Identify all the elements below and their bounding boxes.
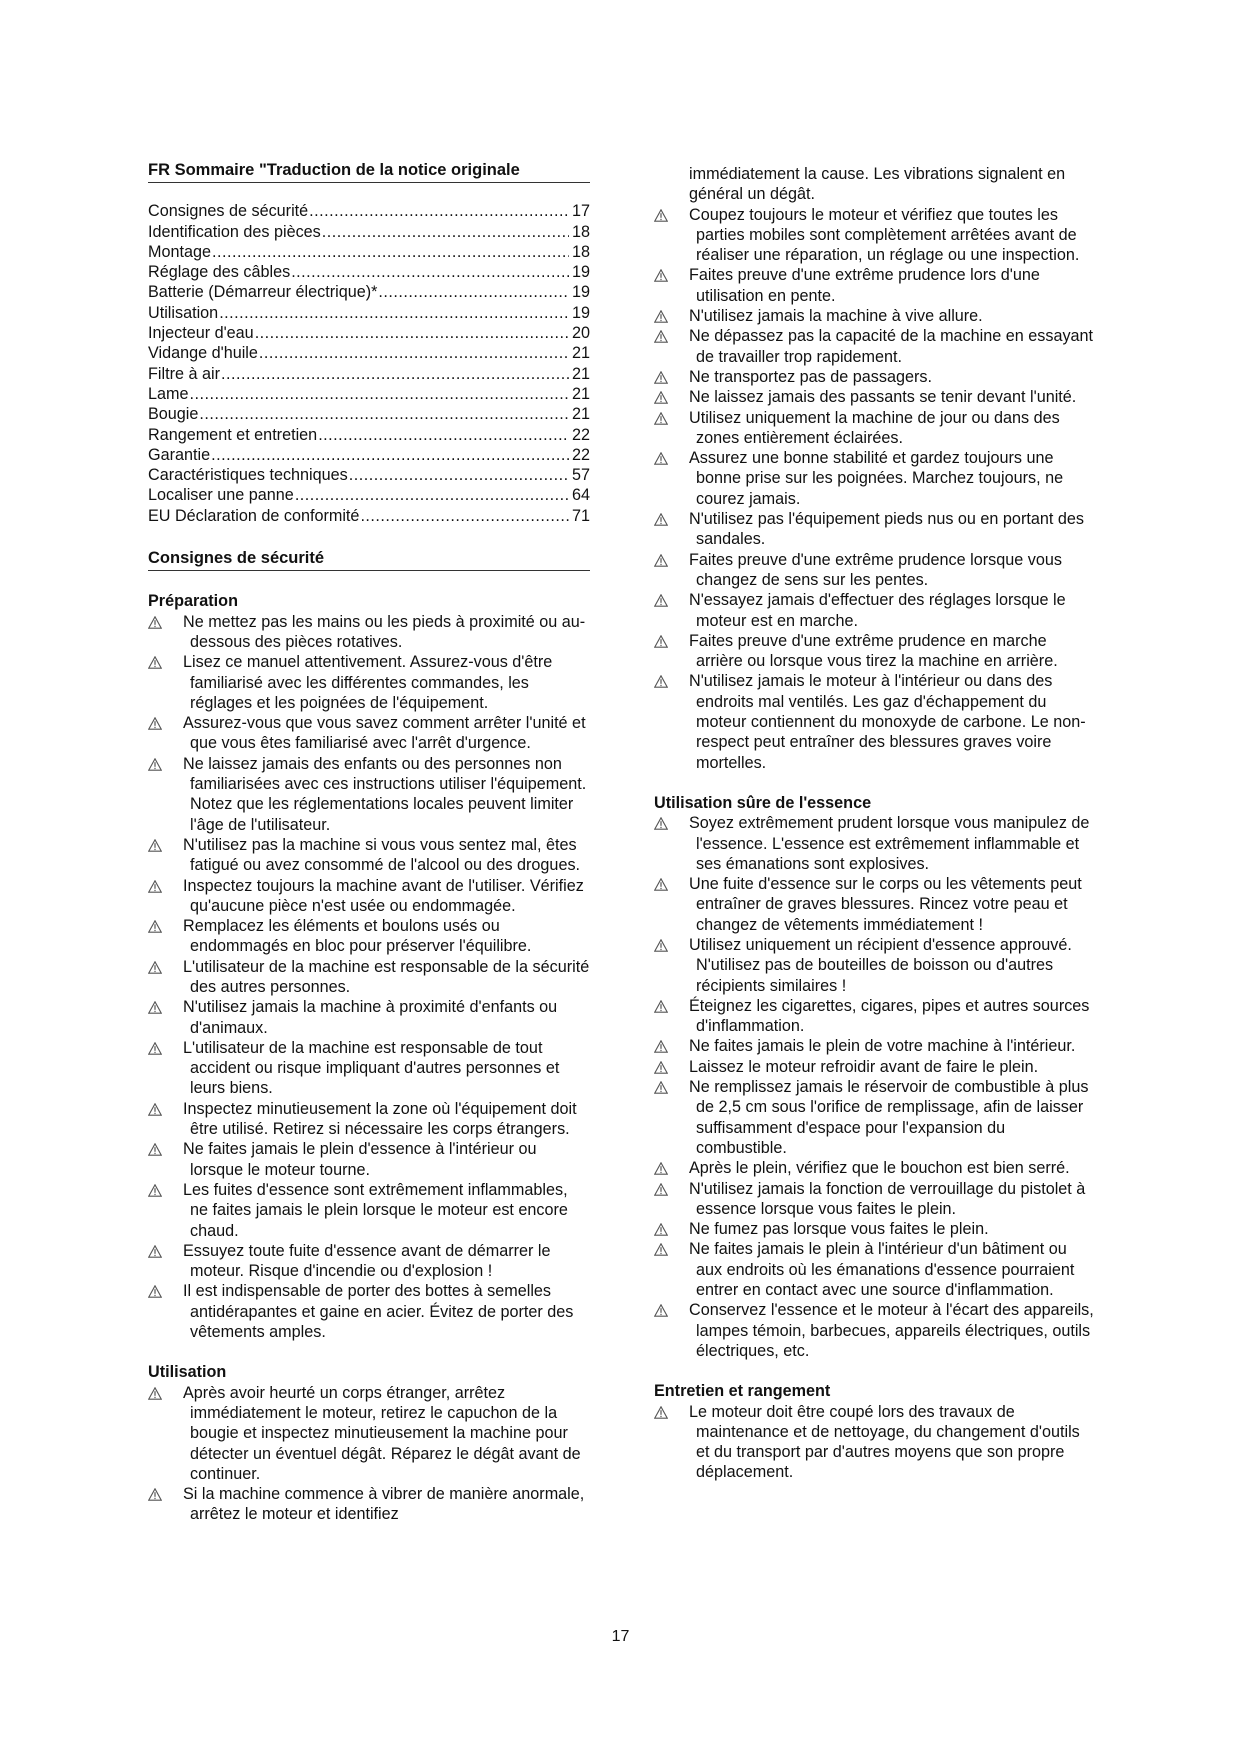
warning-triangle-icon (148, 1385, 162, 1398)
warning-triangle-icon (654, 1404, 668, 1417)
toc-entry-title: Batterie (Démarreur électrique)* (148, 283, 378, 302)
warning-triangle-icon (654, 1079, 668, 1092)
fuel-heading: Utilisation sûre de l'essence (654, 793, 872, 812)
maintenance-heading: Entretien et rangement (654, 1382, 831, 1401)
warning-item (148, 713, 590, 754)
toc-entry (148, 242, 590, 262)
toc-entry (148, 384, 590, 404)
preparation-heading: Préparation (148, 592, 238, 611)
utilisation-heading: Utilisation (148, 1363, 227, 1382)
warning-triangle-icon (148, 959, 162, 972)
warning-item (654, 1300, 1094, 1361)
warning-item (654, 874, 1094, 935)
warning-item (654, 1179, 1094, 1220)
toc-entry-page: 21 (571, 405, 590, 424)
toc-entry-title: Consignes de sécurité (148, 202, 309, 221)
warning-text: N'utilisez pas la machine si vous vous sentez mal, êtes fatigué ou avez consommé de l'alcool ou des drogues. (183, 835, 581, 875)
warning-text: Remplacez les éléments et boulons usés ou endommagés en bloc pour préserver l'équilibre. (183, 917, 532, 956)
toc-entry-page: 18 (571, 242, 590, 261)
toc-leader-dots (219, 303, 569, 323)
warning-text: Il est indispensable de porter des bottes à semelles antidérapantes et gaine en acier. Évitez de porter des vêtements amples. (183, 1282, 574, 1342)
warning-triangle-icon (654, 410, 668, 423)
toc-leader-dots (211, 445, 569, 465)
warning-text: Faites preuve d'une extrême prudence en marche arrière ou lorsque vous tirez la machine en arrière. (689, 631, 1058, 671)
toc-entry-page: 17 (571, 202, 590, 221)
warning-triangle-icon (148, 1182, 162, 1195)
warning-item (654, 1239, 1094, 1300)
warning-text: Après avoir heurté un corps étranger, arrêtez immédiatement le moteur, retirez le capuchon de la bougie et inspectez minutieusement la machine pour détecter un éventuel dégât. Réparez le dégât avant de continuer. (183, 1383, 581, 1483)
warning-item (654, 408, 1094, 449)
warning-item (148, 1383, 590, 1484)
warning-triangle-icon (148, 715, 162, 728)
toc-entry-title: Filtre à air (148, 364, 220, 383)
warning-triangle-icon (654, 876, 668, 889)
toc-leader-dots (360, 506, 569, 526)
toc-leader-dots (190, 384, 570, 404)
warning-triangle-icon (148, 1040, 162, 1053)
warning-text: Ne transportez pas de passagers. (689, 367, 932, 386)
toc-leader-dots (309, 201, 569, 221)
warning-text: Ne laissez jamais des enfants ou des personnes non familiarisées avec ces instructions utiliser l'équipement. Notez que les réglementations locales peuvent limiter l'âge de l'utilisateur. (183, 754, 587, 834)
warning-triangle-icon (148, 918, 162, 931)
warning-triangle-icon (654, 937, 668, 950)
toc-entry (148, 425, 590, 445)
toc-entry-page: 20 (571, 324, 590, 343)
toc-entry-page: 19 (571, 263, 590, 282)
toc-entry-title: Bougie (148, 405, 199, 424)
warning-text: Utilisez uniquement un récipient d'essence approuvé. N'utilisez pas de bouteilles de boisson ou d'autres récipients similaires ! (689, 935, 1072, 995)
warning-text: Lisez ce manuel attentivement. Assurez-vous d'être familiarisé avec les différentes commandes, les réglages et les poignées de l'équipement. (183, 653, 553, 712)
warning-item (654, 1036, 1094, 1056)
toc-leader-dots (291, 262, 569, 282)
toc-entry-page: 22 (571, 445, 590, 464)
warning-triangle-icon (654, 389, 668, 402)
warning-triangle-icon (148, 999, 162, 1012)
warning-text: Après le plein, vérifiez que le bouchon est bien serré. (689, 1159, 1070, 1178)
warning-text: Ne dépassez pas la capacité de la machine en essayant de travailler trop rapidement. (689, 327, 1094, 366)
warning-item (148, 1241, 590, 1282)
warning-item (654, 509, 1094, 550)
toc-entry (148, 323, 590, 343)
utilisation-list-left (148, 1383, 590, 1525)
warning-item (148, 1484, 590, 1525)
toc-leader-dots (255, 323, 569, 343)
toc-list (148, 201, 590, 526)
warning-item (148, 754, 590, 835)
warning-item (148, 1281, 590, 1342)
warning-triangle-icon (654, 328, 668, 341)
toc-leader-dots (212, 242, 569, 262)
left-column (148, 160, 590, 1525)
warning-triangle-icon (654, 1241, 668, 1254)
toc-entry (148, 262, 590, 282)
warning-triangle-icon (654, 552, 668, 565)
warning-item (654, 935, 1094, 996)
warning-triangle-icon (654, 815, 668, 828)
toc-entry-page: 57 (571, 466, 590, 485)
toc-entry-title: Réglage des câbles (148, 263, 291, 282)
warning-text: N'utilisez jamais la machine à vive allure. (689, 307, 983, 326)
toc-entry-page: 21 (571, 344, 590, 363)
warning-item (654, 448, 1094, 509)
toc-entry-page: 64 (571, 486, 590, 505)
warning-item (148, 835, 590, 876)
warning-triangle-icon (654, 1302, 668, 1315)
warning-item (148, 957, 590, 998)
warning-text: Le moteur doit être coupé lors des travaux de maintenance et de nettoyage, du changement d'outils et du transport par d'autres moyens que son propre déplacement. (689, 1402, 1080, 1482)
warning-triangle-icon (148, 614, 162, 627)
warning-triangle-icon (654, 1038, 668, 1051)
maintenance-list (654, 1402, 1094, 1483)
toc-entry-title: Montage (148, 242, 211, 261)
warning-text: Essuyez toute fuite d'essence avant de démarrer le moteur. Risque d'incendie ou d'explosion ! (183, 1241, 551, 1281)
warning-text: L'utilisateur de la machine est responsable de tout accident ou risque impliquant d'autres personnes et leurs biens. (183, 1038, 560, 1098)
toc-entry-title: Garantie (148, 445, 211, 464)
warning-item (148, 876, 590, 917)
warning-text: Ne mettez pas les mains ou les pieds à proximité ou au-dessous des pièces rotatives. (183, 612, 586, 651)
toc-entry (148, 485, 590, 505)
warning-triangle-icon (148, 1141, 162, 1154)
warning-text: Ne faites jamais le plein de votre machine à l'intérieur. (689, 1037, 1076, 1056)
warning-item (148, 1180, 590, 1241)
warning-triangle-icon (148, 756, 162, 769)
toc-entry-title: Identification des pièces (148, 222, 321, 241)
toc-entry-page: 21 (571, 364, 590, 383)
warning-text: Faites preuve d'une extrême prudence lorsque vous changez de sens sur les pentes. (689, 550, 1062, 589)
warning-text: Éteignez les cigarettes, cigares, pipes et autres sources d'inflammation. (689, 996, 1090, 1036)
warning-triangle-icon (654, 1160, 668, 1173)
warning-triangle-icon (654, 592, 668, 605)
utilisation-list-right (654, 205, 1094, 773)
toc-entry-page: 71 (571, 506, 590, 525)
warning-item (654, 306, 1094, 326)
warning-text: Inspectez toujours la machine avant de l'utiliser. Vérifiez qu'aucune pièce n'est usée ou endommagée. (183, 876, 584, 915)
warning-item (654, 205, 1094, 266)
warning-item (148, 1139, 590, 1180)
toc-entry-title: Vidange d'huile (148, 344, 258, 363)
warning-item (654, 631, 1094, 672)
toc-entry (148, 445, 590, 465)
toc-entry-page: 18 (571, 222, 590, 241)
warning-triangle-icon (654, 207, 668, 220)
toc-leader-dots (199, 404, 569, 424)
toc-entry (148, 303, 590, 323)
warning-triangle-icon (148, 837, 162, 850)
warning-triangle-icon (148, 1243, 162, 1256)
warning-triangle-icon (148, 1283, 162, 1296)
warning-triangle-icon (654, 1059, 668, 1072)
warning-item (654, 996, 1094, 1037)
warning-text: Ne remplissez jamais le réservoir de combustible à plus de 2,5 cm sous l'orifice de remplissage, afin de laisser suffisamment d'espace pour l'expansion du combustible. (689, 1078, 1089, 1157)
toc-entry-page: 19 (571, 303, 590, 322)
toc-leader-dots (221, 364, 569, 384)
toc-entry-title: Utilisation (148, 303, 219, 322)
warning-triangle-icon (148, 1101, 162, 1114)
warning-text: Ne fumez pas lorsque vous faites le plein. (689, 1220, 989, 1239)
toc-entry-title: Caractéristiques techniques (148, 466, 348, 485)
warning-item (654, 1158, 1094, 1178)
toc-entry (148, 201, 590, 221)
warning-triangle-icon (654, 511, 668, 524)
warning-text: N'utilisez jamais le moteur à l'intérieur ou dans des endroits mal ventilés. Les gaz d'échappement du moteur contiennent du monoxyde de carbone. Le non-respect peut entraîner des blessures graves voire mortelles. (689, 672, 1086, 772)
warning-triangle-icon (654, 998, 668, 1011)
warning-text: Conservez l'essence et le moteur à l'écart des appareils, lampes témoin, barbecues, appareils électriques, outils électriques, etc. (689, 1301, 1094, 1360)
preparation-list (148, 612, 590, 1343)
warning-item (654, 1402, 1094, 1483)
warning-text: N'utilisez jamais la fonction de verrouillage du pistolet à essence lorsque vous faites le plein. (689, 1179, 1086, 1218)
warning-triangle-icon (654, 673, 668, 686)
warning-item (654, 326, 1094, 367)
warning-triangle-icon (148, 654, 162, 667)
warning-text: Ne faites jamais le plein à l'intérieur d'un bâtiment ou aux endroits où les émanations d'essence pourraient entrer en contact avec une source d'inflammation. (689, 1240, 1075, 1300)
toc-leader-dots (349, 465, 569, 485)
toc-entry-title: Localiser une panne (148, 486, 294, 505)
warning-text: L'utilisateur de la machine est responsable de la sécurité des autres personnes. (183, 957, 590, 996)
warning-text: Une fuite d'essence sur le corps ou les vêtements peut entraîner de graves blessures. Rincez votre peau et changez de vêtements immédiatement ! (689, 875, 1082, 934)
warning-triangle-icon (654, 633, 668, 646)
warning-text: Ne laissez jamais des passants se tenir devant l'unité. (689, 388, 1077, 407)
warning-text: Ne faites jamais le plein d'essence à l'intérieur ou lorsque le moteur tourne. (183, 1140, 537, 1179)
utilisation-continuation: immédiatement la cause. Les vibrations signalent en général un dégât. (689, 165, 1066, 204)
warning-triangle-icon (654, 450, 668, 463)
warning-triangle-icon (148, 878, 162, 891)
warning-item (148, 1099, 590, 1140)
warning-text: N'essayez jamais d'effectuer des réglages lorsque le moteur est en marche. (689, 591, 1066, 630)
toc-entry (148, 343, 590, 363)
toc-entry (148, 506, 590, 526)
warning-triangle-icon (654, 1221, 668, 1234)
warning-item (654, 387, 1094, 407)
page-number: 17 (611, 1628, 630, 1645)
warning-item (654, 1077, 1094, 1158)
warning-triangle-icon (654, 369, 668, 382)
warning-item (654, 1057, 1094, 1077)
toc-entry-title: Injecteur d'eau (148, 324, 254, 343)
warning-text: Inspectez minutieusement la zone où l'équipement doit être utilisé. Retirez si nécessaire les corps étrangers. (183, 1099, 577, 1139)
warning-item (148, 916, 590, 957)
warning-text: N'utilisez pas l'équipement pieds nus ou en portant des sandales. (689, 510, 1084, 549)
toc-entry (148, 282, 590, 302)
warning-item (654, 550, 1094, 591)
warning-item (654, 813, 1094, 874)
toc-entry-page: 19 (571, 283, 590, 302)
toc-entry (148, 222, 590, 242)
warning-item (654, 265, 1094, 306)
warning-item (654, 671, 1094, 772)
warning-item (148, 997, 590, 1038)
warning-item (654, 590, 1094, 631)
warning-text: Si la machine commence à vibrer de manière anormale, arrêtez le moteur et identifiez (183, 1485, 585, 1524)
warning-text: Les fuites d'essence sont extrêmement inflammables, ne faites jamais le plein lorsque le moteur est encore chaud. (183, 1180, 568, 1240)
toc-heading: FR Sommaire "Traduction de la notice originale (148, 160, 590, 183)
toc-entry-title: Lame (148, 384, 189, 403)
toc-leader-dots (322, 222, 569, 242)
warning-text: Assurez-vous que vous savez comment arrêter l'unité et que vous êtes familiarisé avec l'arrêt d'urgence. (183, 714, 586, 753)
toc-leader-dots (378, 282, 569, 302)
toc-leader-dots (295, 485, 569, 505)
warning-text: Faites preuve d'une extrême prudence lors d'une utilisation en pente. (689, 266, 1040, 305)
warning-item (148, 1038, 590, 1099)
toc-entry (148, 364, 590, 384)
warning-triangle-icon (148, 1486, 162, 1499)
fuel-list (654, 813, 1094, 1361)
toc-entry-title: Rangement et entretien (148, 425, 318, 444)
toc-leader-dots (318, 425, 569, 445)
toc-leader-dots (259, 343, 569, 363)
toc-entry (148, 465, 590, 485)
toc-entry-page: 21 (571, 384, 590, 403)
toc-entry-title: EU Déclaration de conformité (148, 506, 360, 525)
warning-text: Soyez extrêmement prudent lorsque vous manipulez de l'essence. L'essence est extrêmement inflammable et ses émanations sont explosives. (689, 814, 1090, 873)
warning-text: Laissez le moteur refroidir avant de faire le plein. (689, 1057, 1039, 1076)
warning-item (148, 612, 590, 653)
warning-text: Coupez toujours le moteur et vérifiez que toutes les parties mobiles sont complètement arrêtées avant de réaliser une réparation, un réglage ou une inspection. (689, 205, 1080, 265)
warning-triangle-icon (654, 267, 668, 280)
toc-entry-page: 22 (571, 425, 590, 444)
warning-triangle-icon (654, 1181, 668, 1194)
warning-item (654, 367, 1094, 387)
warning-item (654, 1219, 1094, 1239)
warning-text: Utilisez uniquement la machine de jour ou dans des zones entièrement éclairées. (689, 408, 1060, 447)
warning-text: N'utilisez jamais la machine à proximité d'enfants ou d'animaux. (183, 998, 558, 1037)
warning-triangle-icon (654, 308, 668, 321)
toc-entry (148, 404, 590, 424)
safety-heading: Consignes de sécurité (148, 548, 590, 571)
right-column (654, 164, 1094, 1483)
warning-item (148, 652, 590, 713)
warning-text: Assurez une bonne stabilité et gardez toujours une bonne prise sur les poignées. Marchez toujours, ne courez jamais. (689, 449, 1064, 508)
